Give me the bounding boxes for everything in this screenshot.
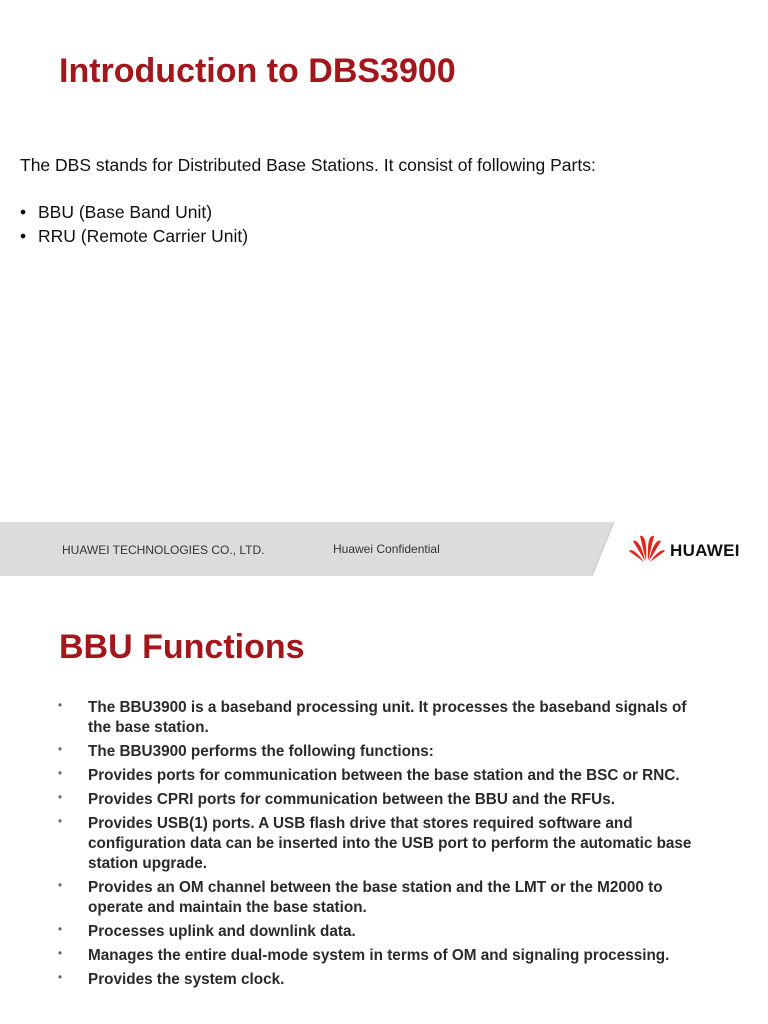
huawei-flower-logo-icon [629,534,665,564]
bullet-icon: • [58,766,63,780]
slide-footer [0,522,768,576]
bullet-icon: • [58,970,63,984]
list-item [20,200,248,224]
slide-title: Introduction to DBS3900 [59,52,456,90]
list-item [58,878,698,918]
list-item [58,766,698,786]
list-item-text: Provides USB(1) ports. A USB flash drive that stores required software and configuration data can be inserted into the USB port to perform the automatic base station upgrade. [88,815,692,872]
functions-list [58,698,698,994]
list-item [58,946,698,966]
list-item-text: RRU (Remote Carrier Unit) [38,226,249,246]
bullet-icon: • [58,742,63,756]
list-item [58,698,698,738]
list-item [58,922,698,942]
list-item-text: Processes uplink and downlink data. [88,923,356,940]
bullet-icon: • [58,790,63,804]
list-item [58,970,698,990]
list-item-text: The BBU3900 is a baseband processing unit. It processes the baseband signals of the base station. [88,699,687,736]
bullet-icon: • [58,946,63,960]
slide-title: BBU Functions [59,628,305,666]
bullet-icon: • [58,878,63,892]
list-item-text: The BBU3900 performs the following functions: [88,743,434,760]
slide-bbu-functions [0,576,768,1024]
list-item-text: Provides an OM channel between the base station and the LMT or the M2000 to operate and maintain the base station. [88,879,663,916]
bullet-icon: • [58,814,63,828]
list-item-text: Provides the system clock. [88,971,285,988]
list-item [58,814,698,874]
bullet-icon: • [20,226,27,246]
company-name: HUAWEI TECHNOLOGIES CO., LTD. [62,543,265,557]
list-item-text: Manages the entire dual-mode system in terms of OM and signaling processing. [88,947,670,964]
list-item [58,742,698,762]
list-item [58,790,698,810]
list-item-text: Provides CPRI ports for communication between the BBU and the RFUs. [88,791,615,808]
bullet-icon: • [20,202,27,222]
bullet-icon: • [58,922,63,936]
confidential-label: Huawei Confidential [333,542,440,556]
list-item [20,224,248,248]
bullet-icon: • [58,698,63,712]
list-item-text: BBU (Base Band Unit) [38,202,213,222]
logo-wordmark: HUAWEI [670,541,740,560]
list-item-text: Provides ports for communication between the base station and the BSC or RNC. [88,767,680,784]
parts-list [20,200,248,248]
intro-paragraph: The DBS stands for Distributed Base Stations. It consist of following Parts: [20,155,596,175]
